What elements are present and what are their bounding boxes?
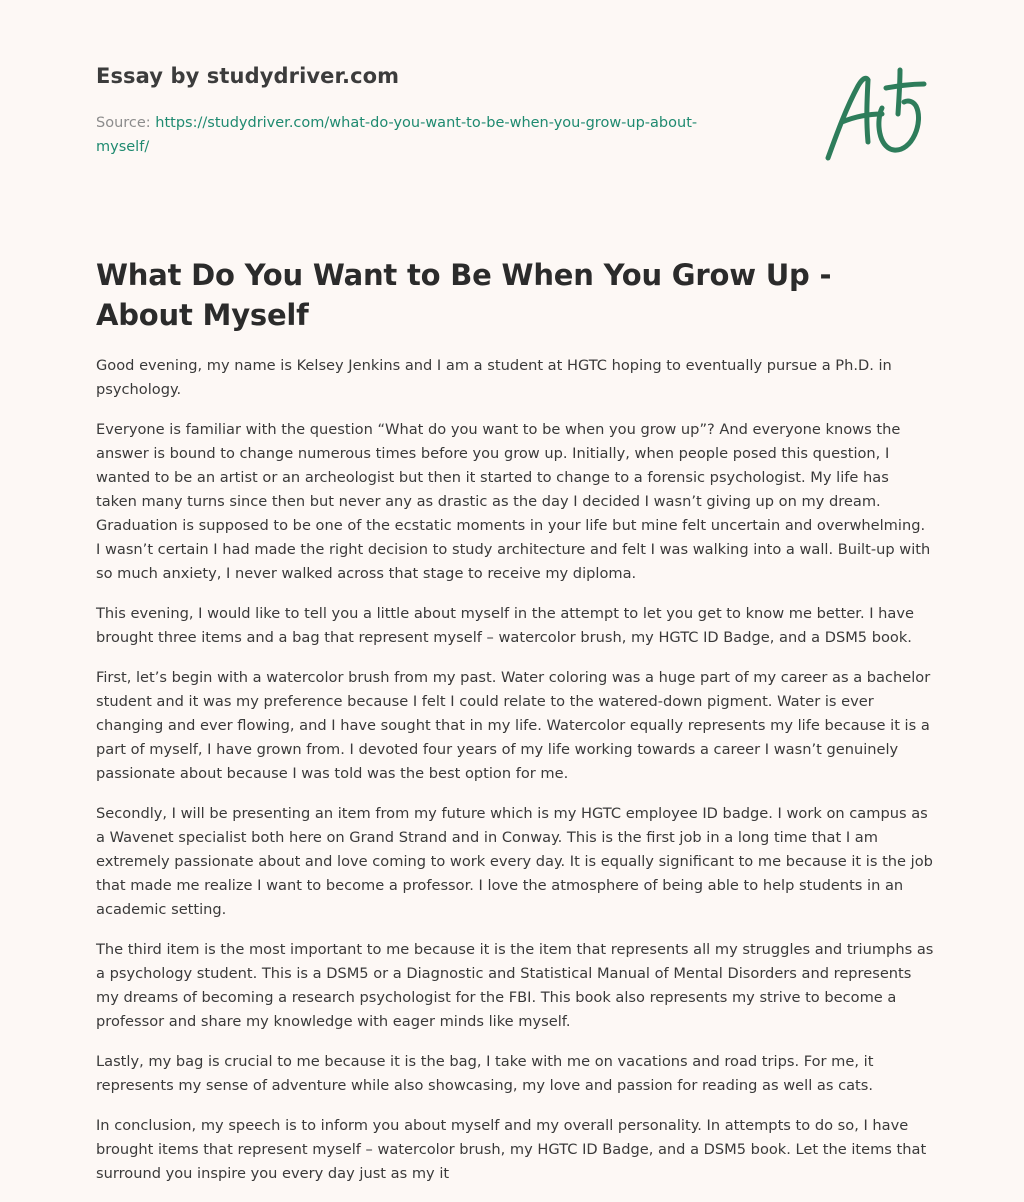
paragraph: In conclusion, my speech is to inform you about myself and my overall personality. In attempts to do so, I have brought items that represent myself – watercolor brush, my HGTC ID Badge, and a DSM5 book. Let the items that surround you inspire you every day just as my it: [96, 1117, 927, 1182]
essay-title: What Do You Want to Be When You Grow Up - About Myself: [96, 258, 832, 332]
a-plus-logo-icon: [820, 62, 932, 168]
paragraph: Everyone is familiar with the question “What do you want to be when you grow up”? And everyone knows the answer is bound to change numerous times before you grow up. Initially, when people posed this question, I wanted to be an artist or an archeologist but then it started to change to a forensic psychologist. My life has taken many turns since then but never any as drastic as the day I decided I wasn’t giving up on my dream. Graduation is supposed to be one of the ecstatic moments in your life but mine felt uncertain and overwhelming. I wasn’t certain I had made the right decision to study architecture and felt I was walking into a wall. Built-up with so much anxiety, I never walked across that stage to receive my diploma.: [96, 421, 931, 582]
paragraph: The third item is the most important to me because it is the item that represents all my struggles and triumphs as a psychology student. This is a DSM5 or a Diagnostic and Statistical Manual of Mental Disorders and represents my dreams of becoming a research psychologist for the FBI. This book also represents my strive to become a professor and share my knowledge with eager minds like myself.: [96, 941, 934, 1030]
site-title: Essay by studydriver.com: [96, 64, 400, 88]
paragraph: This evening, I would like to tell you a little about myself in the attempt to let you get to know me better. I have brought three items and a bag that represent myself – watercolor brush, my HGTC ID Badge, and a DSM5 book.: [96, 605, 914, 646]
source-line: [96, 111, 736, 159]
paragraph: Secondly, I will be presenting an item from my future which is my HGTC employee ID badge. I work on campus as a Wavenet specialist both here on Grand Strand and in Conway. This is the first job in a long time that I am extremely passionate about and love coming to work every day. It is equally significant to me because it is the job that made me realize I want to become a professor. I love the atmosphere of being able to help students in an academic setting.: [96, 805, 933, 918]
paragraph: First, let’s begin with a watercolor brush from my past. Water coloring was a huge part of my career as a bachelor student and it was my preference because I felt I could relate to the watered-down pigment. Water is ever changing and ever flowing, and I have sought that in my life. Watercolor equally represents my life because it is a part of myself, I have grown from. I devoted four years of my life working towards a career I wasn’t genuinely passionate about because I was told was the best option for me.: [96, 669, 931, 782]
source-link[interactable]: https://studydriver.com/what-do-you-want-to-be-when-you-grow-up-about-myself/: [96, 115, 698, 155]
essay-body: [96, 354, 934, 1202]
paragraph: Good evening, my name is Kelsey Jenkins and I am a student at HGTC hoping to eventually pursue a Ph.D. in psychology.: [96, 357, 892, 398]
source-label: Source:: [96, 115, 151, 131]
paragraph: Lastly, my bag is crucial to me because it is the bag, I take with me on vacations and road trips. For me, it represents my sense of adventure while also showcasing, my love and passion for reading as well as cats.: [96, 1053, 874, 1094]
